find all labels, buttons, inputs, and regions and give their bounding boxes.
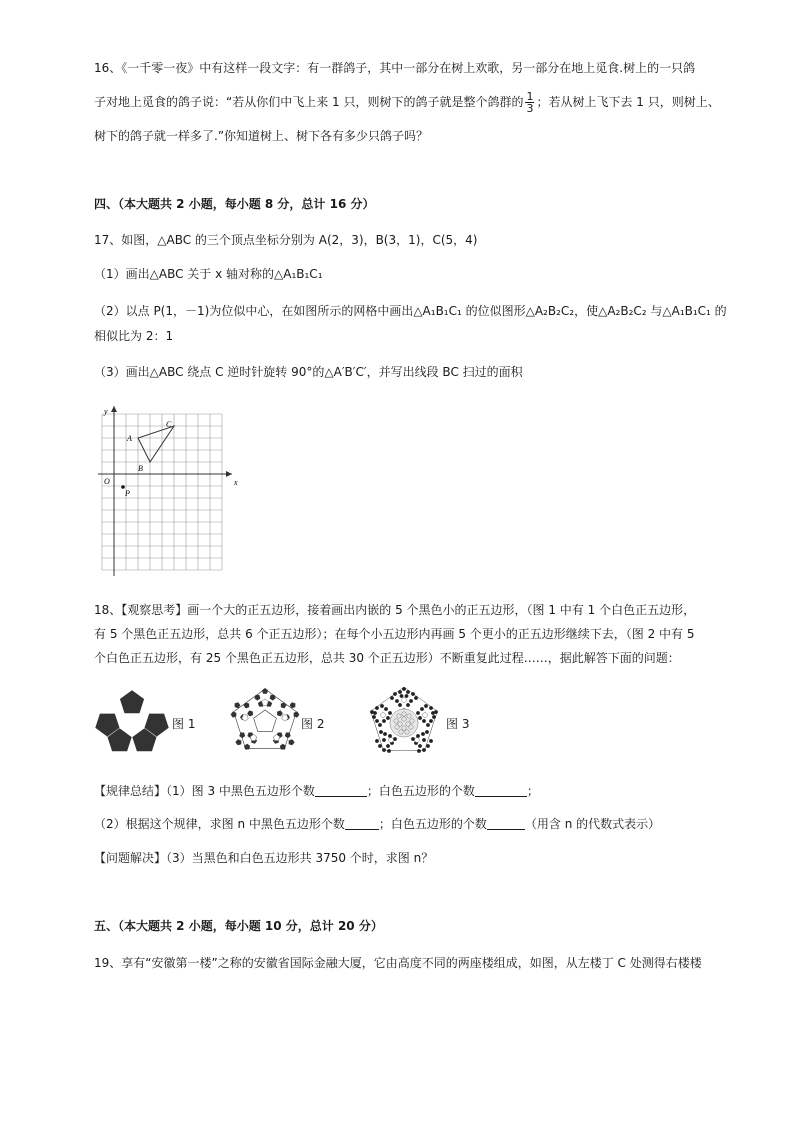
answer-blank-white-fig3[interactable] (475, 796, 527, 797)
fraction-denominator: 3 (526, 102, 534, 115)
q18-line2: 有 5 个黑色正五边形，总共 6 个正五边形）；在每个小五边形内再画 5 个更小的正五边形继续下去，（图 2 中有 5 (94, 627, 695, 641)
central-circle-pattern (390, 709, 418, 737)
label-a: A (127, 434, 132, 443)
q17-part2-line1: （2）以点 P(1，－1)为位似中心，在如图所示的网格中画出△A₁B₁C₁ 的位似图形△A₂B₂C₂，使△A₂B₂C₂ 与△A₁B₁C₁ 的 (94, 304, 727, 318)
q18-part3: 【问题解决】（3）当黑色和白色五边形共 3750 个时，求图 n？ (94, 851, 434, 865)
q17-part1: （1）画出△ABC 关于 x 轴对称的△A₁B₁C₁ (94, 267, 323, 281)
coordinate-grid-figure (96, 404, 246, 579)
answer-blank-black-fign[interactable] (345, 829, 379, 830)
q16-line1: 16、《一千零一夜》中有这样一段文字：有一群鸽子，其中一部分在树上欢歌，另一部分在地上觅食.树上的一只鸽 (94, 61, 696, 75)
label-c: C (166, 420, 172, 429)
q18-rule-summary (94, 785, 539, 797)
q18-line3: 个白色正五边形，有 25 个黑色正五边形，总共 30 个正五边形）不断重复此过程……，据此解答下面的问题： (94, 651, 680, 665)
q18-part2-text-c: （用含 n 的代数式表示） (524, 817, 661, 831)
q17-part3: （3）画出△ABC 绕点 C 逆时针旋转 90°的△A′B′C′，并写出线段 BC 扫过的面积 (94, 365, 523, 379)
y-axis-arrow (111, 406, 117, 412)
figure-3-label: 图 3 (446, 717, 470, 731)
corner-cluster-bottom-left (375, 730, 397, 753)
x-axis-arrow (226, 471, 232, 477)
pentagon-figure-1 (94, 686, 170, 758)
triangle-abc (138, 426, 174, 462)
q16-line3: 树下的鸽子就一样多了.”你知道树上、树下各有多少只鸽子吗？ (94, 129, 429, 143)
fraction-one-third (525, 91, 534, 114)
q18-rule-text-a: 【规律总结】（1）图 3 中黑色五边形个数 (94, 784, 315, 798)
label-p: P (125, 489, 130, 498)
q18-rule-text-c: ； (526, 784, 539, 798)
q18-line1: 18、【观察思考】画一个大的正五边形，接着画出内嵌的 5 个黑色小的正五边形，（图 1 中有 1 个白色正五边形， (94, 603, 696, 617)
section4-heading: 四、（本大题共 2 小题，每小题 8 分，总计 16 分） (94, 197, 375, 211)
x-axis-label: x (234, 478, 238, 487)
corner-cluster-top (390, 687, 418, 707)
y-axis-label: y (104, 407, 108, 416)
fraction-numerator: 1 (526, 90, 534, 103)
q17-intro: 17、如图，△ABC 的三个顶点坐标分别为 A(2，3)，B(3，1)，C(5，4) (94, 233, 478, 247)
pentagon-figure-2 (230, 684, 300, 756)
q16-line2 (94, 91, 720, 114)
answer-blank-black-fig3[interactable] (315, 796, 367, 797)
q19-line1: 19、享有“安徽第一楼”之称的安徽省国际金融大厦，它由高度不同的两座楼组成，如图，从左楼丁 C 处测得右楼楼 (94, 956, 702, 970)
q18-rule-text-b: ；白色五边形的个数 (366, 784, 475, 798)
q18-part2-text-a: （2）根据这个规律，求图 n 中黑色五边形个数 (94, 817, 345, 831)
q16-line2-end: ；若从树上飞下去 1 只，则树上、 (536, 95, 720, 109)
figure-1-label: 图 1 (172, 717, 196, 731)
q18-part2 (94, 818, 660, 830)
corner-cluster-bottom-right (411, 730, 433, 753)
origin-label: O (104, 477, 110, 486)
q17-part2-line2: 相似比为 2：1 (94, 329, 174, 343)
label-b: B (138, 464, 143, 473)
answer-blank-white-fign[interactable] (487, 829, 525, 830)
figure-2-label: 图 2 (301, 717, 325, 731)
section5-heading: 五、（本大题共 2 小题，每小题 10 分，总计 20 分） (94, 919, 383, 933)
q16-line2-start: 子对地上觅食的鸽子说：“若从你们中飞上来 1 只，则树下的鸽子就是整个鸽群的 (94, 95, 524, 109)
pentagon-figure-3 (366, 684, 442, 756)
grid-lines (102, 414, 222, 570)
q18-part2-text-b: ；白色五边形的个数 (378, 817, 487, 831)
